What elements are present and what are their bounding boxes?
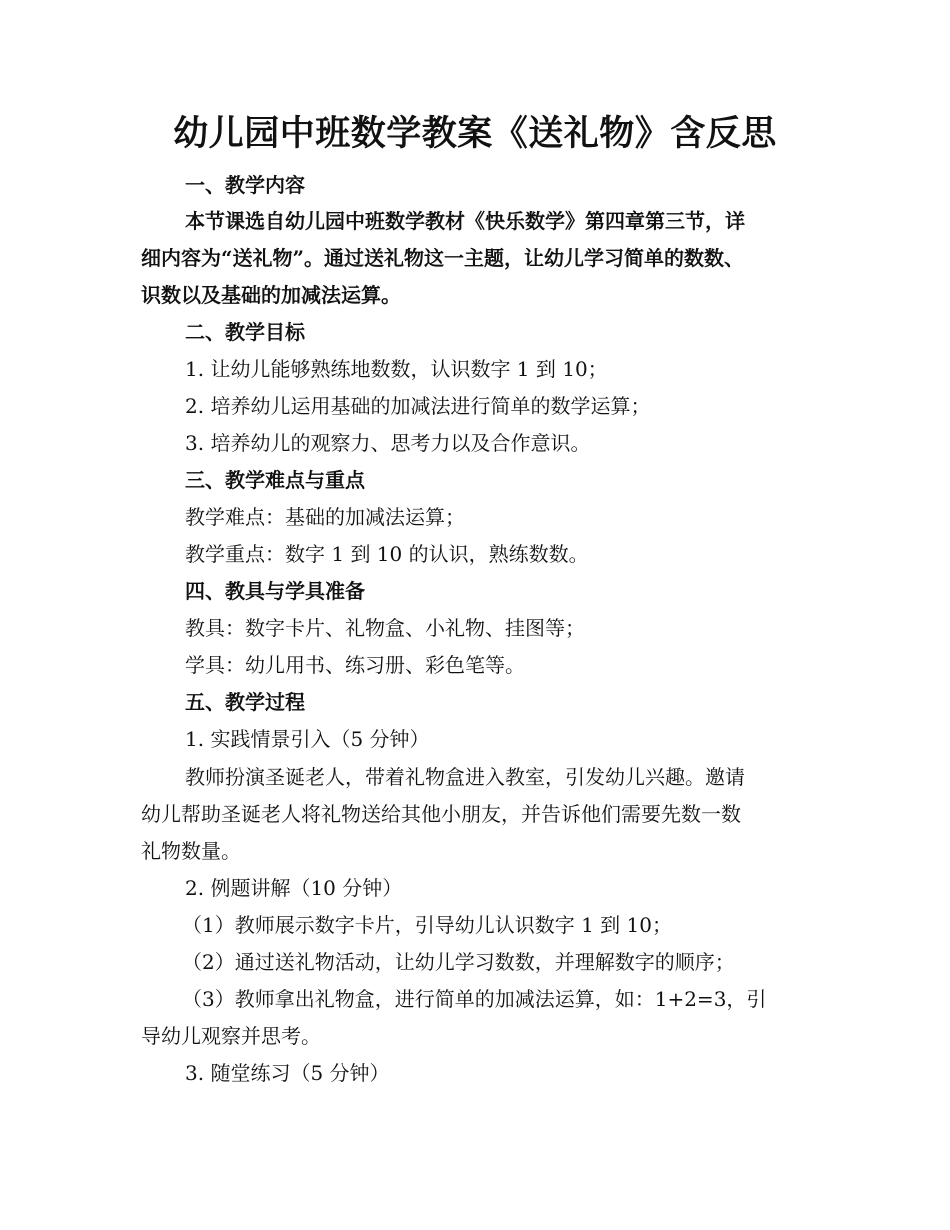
goal-item: 1. 让幼儿能够熟练地数数，认识数字 1 到 10； <box>185 357 608 381</box>
process-step-text-line: 幼儿帮助圣诞老人将礼物送给其他小朋友，并告诉他们需要先数一数 <box>141 802 741 826</box>
section-heading-key-points: 三、教学难点与重点 <box>185 468 365 492</box>
section-heading-goals: 二、教学目标 <box>185 320 305 344</box>
process-step-item: （2）通过送礼物活动，让幼儿学习数数，并理解数字的顺序； <box>182 950 735 974</box>
content-paragraph-line: 本节课选自幼儿园中班数学教材《快乐数学》第四章第三节，详 <box>185 209 745 233</box>
section-heading-materials: 四、教具与学具准备 <box>185 579 365 603</box>
process-step-text-line: 教师扮演圣诞老人，带着礼物盒进入教室，引发幼儿兴趣。邀请 <box>185 765 745 789</box>
goal-item: 2. 培养幼儿运用基础的加减法进行简单的数学运算； <box>185 394 651 418</box>
student-materials: 学具：幼儿用书、练习册、彩色笔等。 <box>185 653 525 677</box>
process-step-item-continuation: 导幼儿观察并思考。 <box>141 1024 321 1048</box>
process-step-title: 2. 例题讲解（10 分钟） <box>185 876 403 900</box>
process-step-title: 3. 随堂练习（5 分钟） <box>185 1061 390 1085</box>
teaching-focus: 教学重点：数字 1 到 10 的认识，熟练数数。 <box>185 542 589 566</box>
document-title: 幼儿园中班数学教案《送礼物》含反思 <box>173 113 777 154</box>
teacher-materials: 教具：数字卡片、礼物盒、小礼物、挂图等； <box>185 616 585 640</box>
process-step-title: 1. 实践情景引入（5 分钟） <box>185 727 430 751</box>
section-heading-process: 五、教学过程 <box>185 690 305 714</box>
content-paragraph-line: 细内容为“送礼物”。通过送礼物这一主题，让幼儿学习简单的数数、 <box>141 246 745 270</box>
process-step-item: （3）教师拿出礼物盒，进行简单的加减法运算，如：1+2=3，引 <box>182 987 767 1011</box>
goal-item: 3. 培养幼儿的观察力、思考力以及合作意识。 <box>185 431 591 455</box>
process-step-text-line: 礼物数量。 <box>141 839 241 863</box>
teaching-difficulty: 教学难点：基础的加减法运算； <box>185 505 465 529</box>
process-step-item: （1）教师展示数字卡片，引导幼儿认识数字 1 到 10； <box>182 913 672 937</box>
content-paragraph-line: 识数以及基础的加减法运算。 <box>141 283 401 307</box>
section-heading-content: 一、教学内容 <box>185 173 305 197</box>
